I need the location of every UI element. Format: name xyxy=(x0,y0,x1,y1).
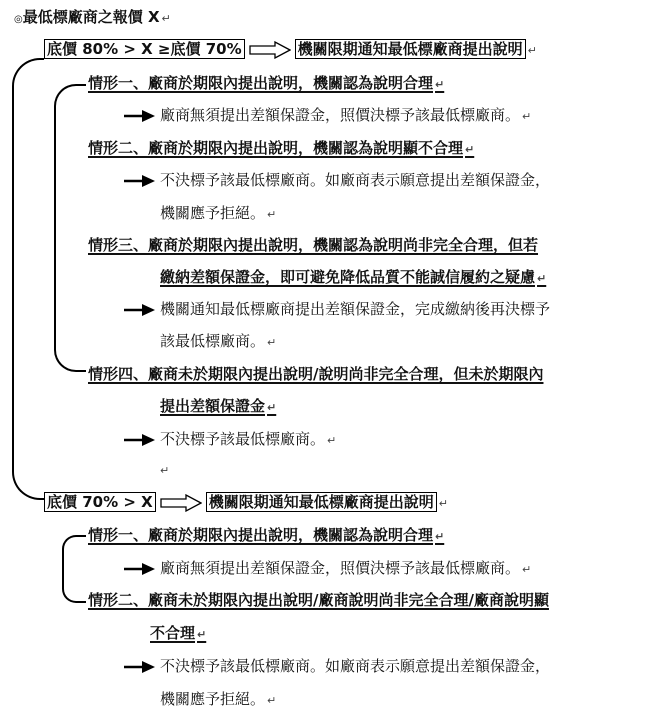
section1-case2-heading xyxy=(88,137,474,158)
outcome-text: 不決標予該最低標廠商。如廠商表示願意提出差額保證金， xyxy=(160,171,551,189)
outcome-text: 廠商無須提出差額保證金，照價決標予該最低標廠商。 xyxy=(160,559,521,577)
page-title xyxy=(14,6,171,27)
paragraph-mark: ↵ xyxy=(465,143,475,156)
section2-case2-outcome xyxy=(124,655,550,676)
section2-row xyxy=(44,491,448,512)
section2-result: 機關限期通知最低標廠商提出說明 xyxy=(206,492,437,512)
paragraph-mark: ↵ xyxy=(522,563,532,576)
arrow-right-icon xyxy=(124,109,156,123)
section1-case3-outcome-cont xyxy=(160,330,276,351)
paragraph-mark: ↵ xyxy=(267,694,277,707)
paragraph-mark: ↵ xyxy=(161,12,171,25)
section1-case4-heading-cont xyxy=(160,395,276,416)
section1-case2-outcome-cont xyxy=(160,202,276,223)
section1-case1-outcome xyxy=(124,104,531,125)
section1-case4-heading xyxy=(88,363,543,384)
outcome-text: 機關應予拒絕。 xyxy=(160,690,266,708)
case-heading-text: 情形二、廠商於期限內提出說明，機關認為說明顯不合理 xyxy=(88,139,464,157)
section1-case4-outcome xyxy=(124,428,336,449)
section2-case2-heading-cont xyxy=(150,622,206,643)
arrow-right-icon xyxy=(124,433,156,447)
paragraph-mark: ↵ xyxy=(527,44,537,57)
outcome-text: 機關通知最低標廠商提出差額保證金，完成繳納後再決標予 xyxy=(160,300,551,318)
outcome-text: 機關應予拒絕。 xyxy=(160,204,266,222)
section2-case2-heading xyxy=(88,589,549,610)
section1-case3-outcome xyxy=(124,298,550,319)
title-text: 最低標廠商之報價 X xyxy=(22,8,160,26)
section1-brace xyxy=(54,84,86,372)
section1-case3-heading-cont xyxy=(160,266,546,287)
arrow-right-icon xyxy=(124,174,156,188)
section2-case2-outcome-cont xyxy=(160,688,276,709)
outcome-text: 不決標予該最低標廠商。 xyxy=(160,430,326,448)
case-heading-text: 情形四、廠商未於期限內提出說明/說明尚非完全合理，但未於期限內 xyxy=(88,365,544,383)
hollow-arrow-icon xyxy=(249,41,291,59)
title-prefix: ◎ xyxy=(14,14,23,25)
arrow-right-icon xyxy=(124,562,156,576)
paragraph-mark: ↵ xyxy=(435,78,445,91)
outer-brace xyxy=(12,58,44,500)
outcome-text: 該最低標廠商。 xyxy=(160,332,266,350)
section2-case1-outcome xyxy=(124,557,531,578)
section1-result: 機關限期通知最低標廠商提出說明 xyxy=(295,39,526,59)
case-heading-text: 繳納差額保證金，即可避免降低品質不能誠信履約之疑慮 xyxy=(160,268,536,286)
section2-condition: 底價 70% > X xyxy=(44,492,156,512)
paragraph-mark: ↵ xyxy=(267,208,277,221)
arrow-right-icon xyxy=(124,660,156,674)
case-heading-text: 情形一、廠商於期限內提出說明，機關認為說明合理 xyxy=(88,526,434,544)
case-heading-text: 提出差額保證金 xyxy=(160,397,266,415)
empty-paragraph xyxy=(158,460,169,478)
section2-case1-heading xyxy=(88,524,444,545)
arrow-right-icon xyxy=(124,303,156,317)
paragraph-mark: ↵ xyxy=(267,401,277,414)
paragraph-mark: ↵ xyxy=(435,530,445,543)
section1-condition: 底價 80% > X ≥底價 70% xyxy=(44,39,245,59)
paragraph-mark: ↵ xyxy=(267,336,277,349)
paragraph-mark: ↵ xyxy=(537,272,547,285)
case-heading-text: 情形二、廠商未於期限內提出說明/廠商說明尚非完全合理/廠商說明顯 xyxy=(88,591,549,609)
paragraph-mark: ↵ xyxy=(160,464,170,477)
section1-case3-heading xyxy=(88,234,538,255)
section1-case2-outcome xyxy=(124,169,550,190)
section2-brace xyxy=(62,535,86,603)
case-heading-text: 情形三、廠商於期限內提出說明，機關認為說明尚非完全合理，但若 xyxy=(88,236,539,254)
outcome-text: 不決標予該最低標廠商。如廠商表示願意提出差額保證金， xyxy=(160,657,551,675)
section1-row xyxy=(44,38,537,59)
paragraph-mark: ↵ xyxy=(438,497,448,510)
case-heading-text: 情形一、廠商於期限內提出說明，機關認為說明合理 xyxy=(88,74,434,92)
outcome-text: 廠商無須提出差額保證金，照價決標予該最低標廠商。 xyxy=(160,106,521,124)
paragraph-mark: ↵ xyxy=(522,110,532,123)
case-heading-text: 不合理 xyxy=(150,624,196,642)
paragraph-mark: ↵ xyxy=(197,628,207,641)
paragraph-mark: ↵ xyxy=(327,434,337,447)
hollow-arrow-icon xyxy=(160,494,202,512)
section1-case1-heading xyxy=(88,72,444,93)
